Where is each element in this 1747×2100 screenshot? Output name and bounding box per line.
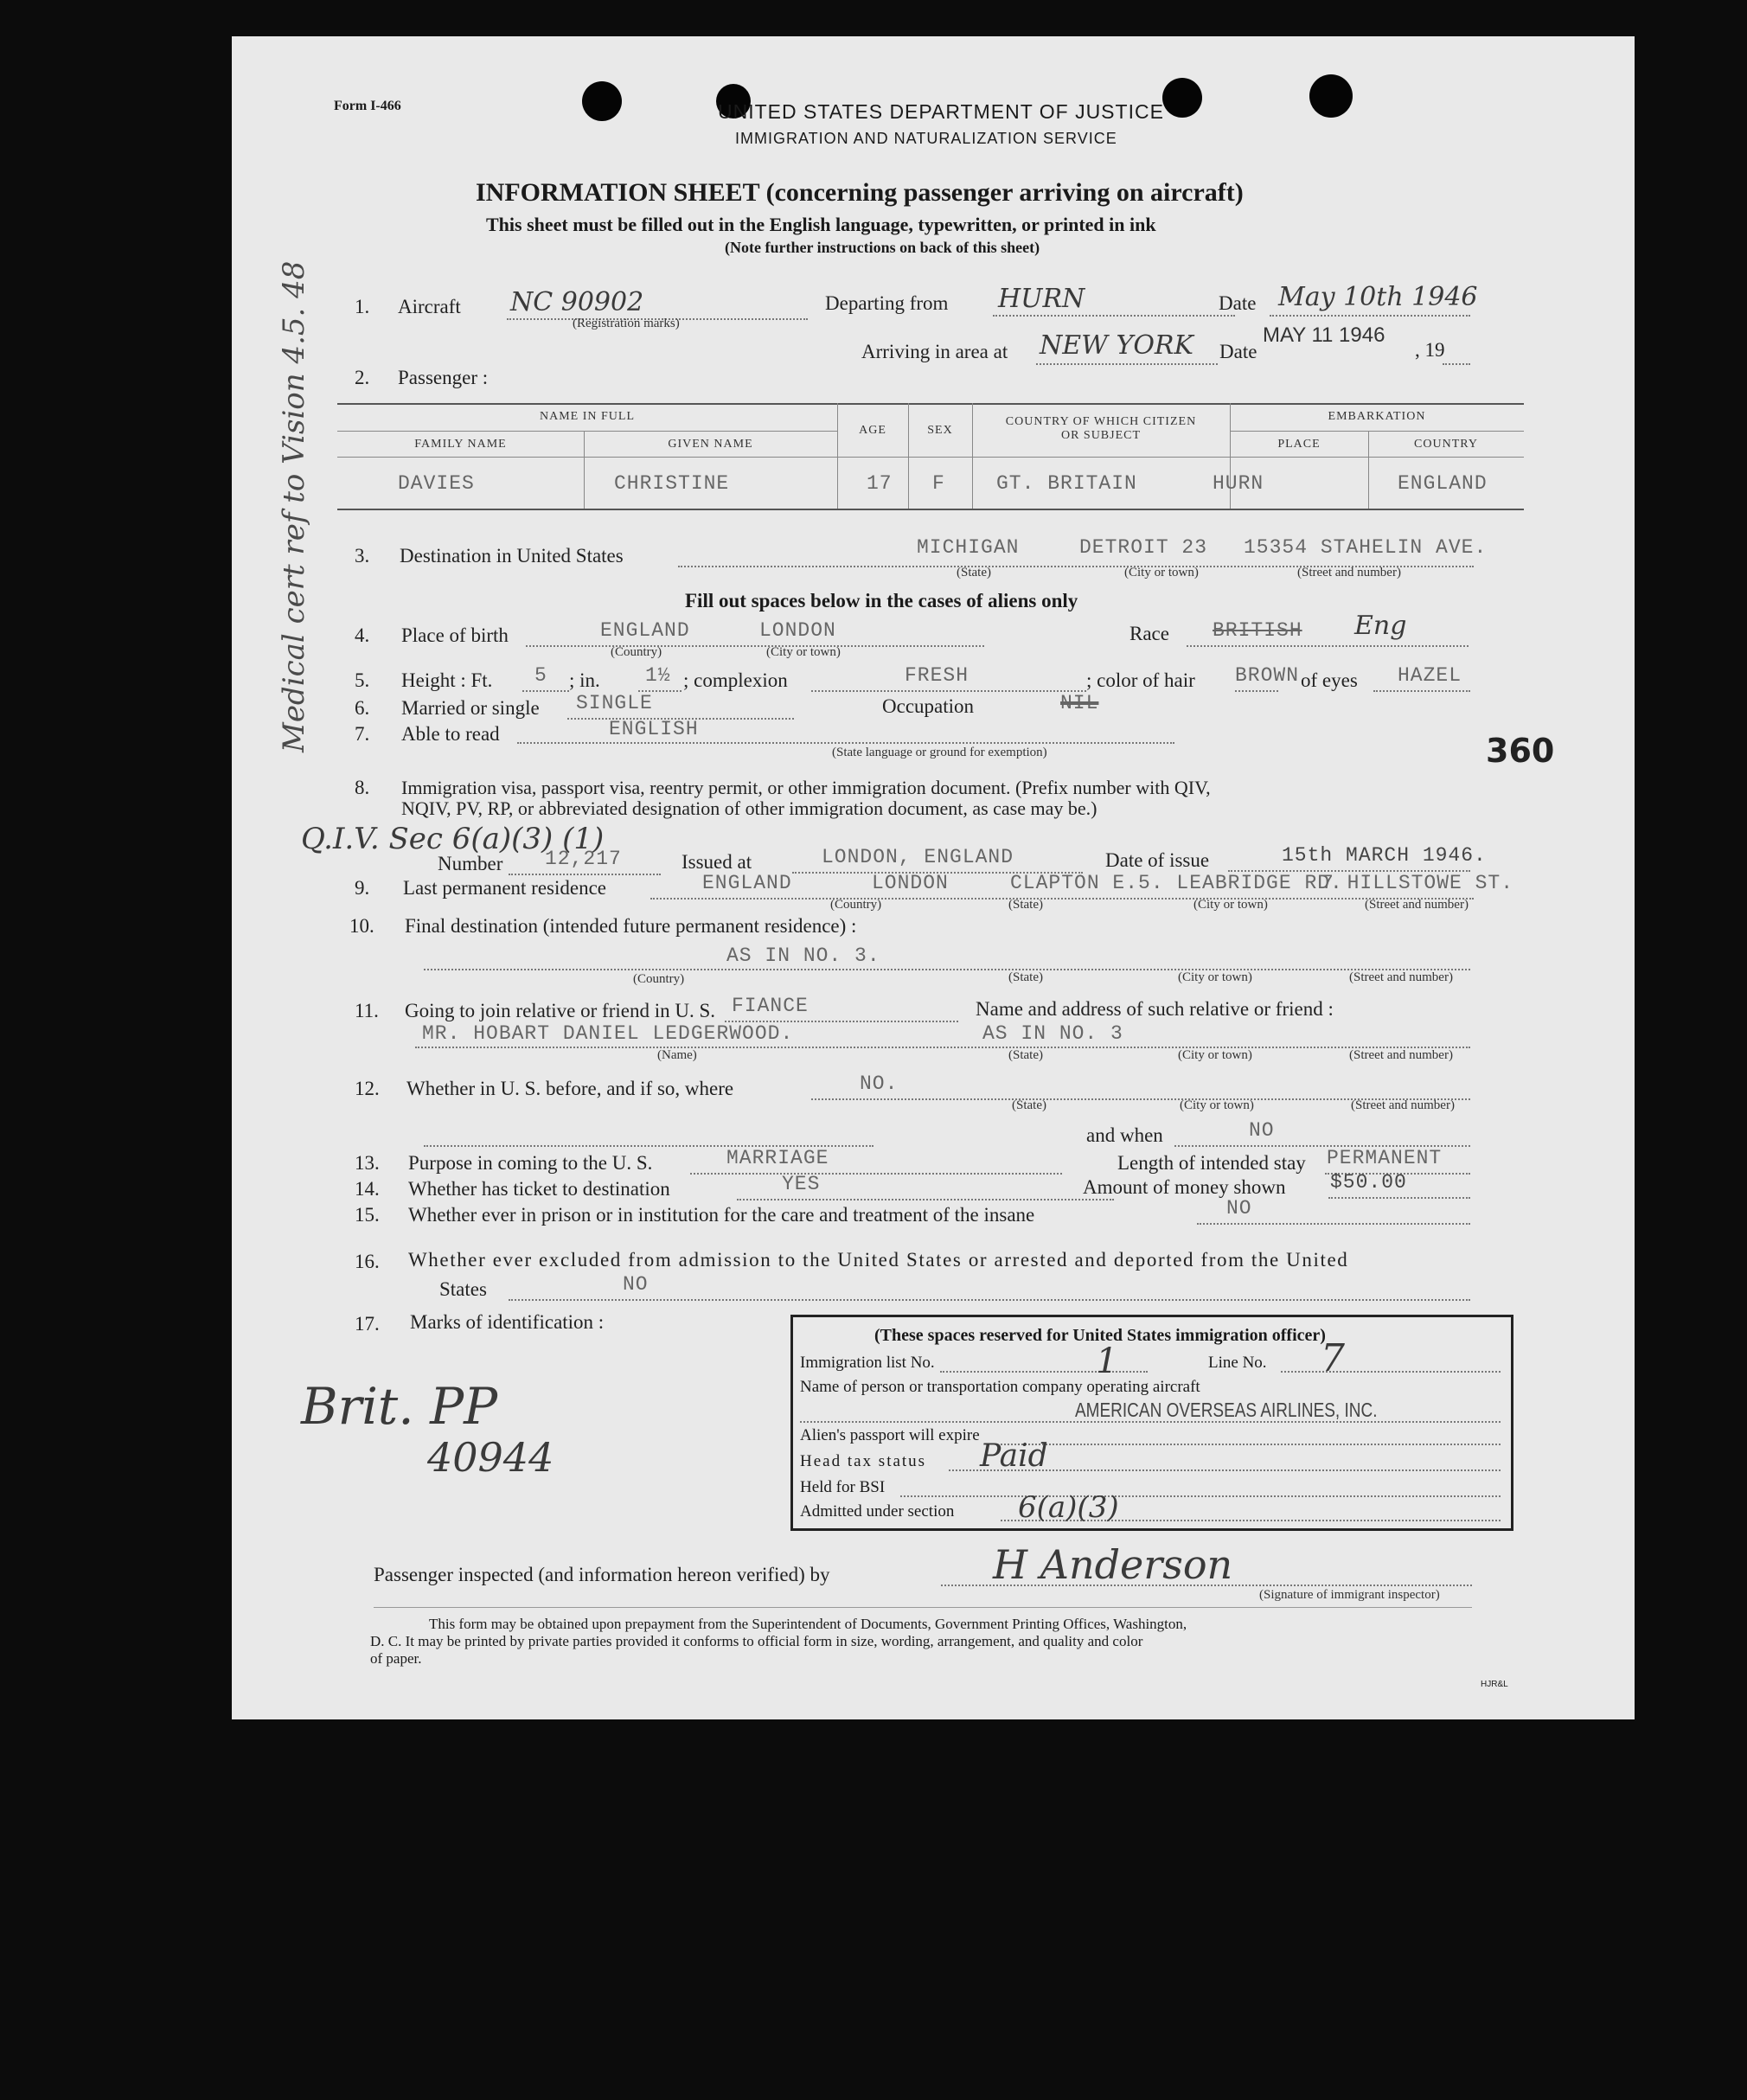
excluded-line2: States	[439, 1278, 487, 1300]
signature-sublabel: (Signature of immigrant inspector)	[1259, 1588, 1440, 1602]
residence-state-label: (State)	[1008, 898, 1043, 912]
us-before-state-label: (State)	[1012, 1098, 1046, 1112]
aircraft-value: NC 90902	[510, 287, 644, 317]
line-no-value: 7	[1321, 1336, 1345, 1380]
residence-street: 7 HILLSTOWE ST.	[1321, 872, 1514, 894]
race-label: Race	[1129, 623, 1169, 644]
marital-label: Married or single	[401, 697, 540, 719]
list-no-value: 1	[1096, 1341, 1118, 1381]
th-age: AGE	[859, 424, 886, 437]
row-place: HURN	[1213, 472, 1264, 495]
item6-number: 6.	[355, 697, 370, 719]
row-country: ENGLAND	[1398, 472, 1488, 495]
identification-handwritten-2: 40944	[427, 1434, 554, 1481]
residence-state: LONDON	[872, 872, 949, 894]
eyes-value: HAZEL	[1398, 664, 1462, 687]
final-country-label: (Country)	[633, 972, 685, 986]
page-subtitle: This sheet must be filled out in the English language, typewritten, or printed in ink	[486, 214, 1156, 235]
occupation-value: NIL	[1060, 692, 1099, 714]
issue-date-label: Date of issue	[1105, 849, 1210, 871]
item5-number: 5.	[355, 669, 370, 691]
us-before-city-label: (City or town)	[1180, 1098, 1254, 1112]
head-tax-label: Head tax status	[800, 1452, 927, 1470]
join-relative-value: FIANCE	[732, 995, 809, 1017]
destination-city: DETROIT 23	[1079, 536, 1208, 559]
visa-handwritten: Q.I.V. Sec 6(a)(3) (1)	[301, 822, 605, 856]
issue-date-value: 15th MARCH 1946.	[1282, 844, 1487, 867]
birth-city: LONDON	[759, 619, 836, 642]
birth-country: ENGLAND	[600, 619, 690, 642]
race-handwritten: Eng	[1354, 611, 1407, 641]
stay-value: PERMANENT	[1327, 1147, 1443, 1169]
ticket-value: YES	[782, 1173, 821, 1195]
us-before-label: Whether in U. S. before, and if so, where	[406, 1078, 734, 1099]
line-no-label: Line No.	[1208, 1354, 1267, 1372]
date-value: May 10th 1946	[1278, 282, 1478, 312]
row-family-name: DAVIES	[398, 472, 475, 495]
stay-label: Length of intended stay	[1117, 1152, 1306, 1174]
officer-box-heading: (These spaces reserved for United States immigration officer)	[874, 1326, 1326, 1345]
ticket-label: Whether has ticket to destination	[408, 1178, 670, 1200]
item7-number: 7.	[355, 723, 370, 745]
final-destination-label: Final destination (intended future permanent residence) :	[405, 915, 857, 937]
footer-line1: This form may be obtained upon prepayment from the Superintendent of Documents, Government Printing Offices, Washington,	[429, 1616, 1187, 1632]
item14-number: 14.	[355, 1178, 380, 1200]
footer-line3: of paper.	[370, 1650, 422, 1667]
read-label: Able to read	[401, 723, 500, 745]
destination-state-label: (State)	[957, 566, 991, 579]
item8-number: 8.	[355, 777, 370, 798]
when-value: NO	[1249, 1119, 1275, 1142]
head-tax-value: Paid	[980, 1438, 1048, 1474]
complexion-value: FRESH	[905, 664, 969, 687]
punch-hole-1	[582, 81, 622, 121]
passport-expire-label: Alien's passport will expire	[800, 1426, 980, 1444]
printer-mark: HJR&L	[1481, 1680, 1508, 1689]
identification-label: Marks of identification :	[410, 1311, 605, 1333]
money-label: Amount of money shown	[1083, 1176, 1286, 1198]
instructions-note: (Note further instructions on back of this sheet)	[725, 239, 1040, 256]
item12-number: 12.	[355, 1078, 380, 1099]
relative-address: AS IN NO. 3	[982, 1022, 1123, 1045]
th-embarkation: EMBARKATION	[1328, 410, 1426, 423]
arriving-label: Arriving in area at	[861, 341, 1008, 362]
list-no-label: Immigration list No.	[800, 1354, 935, 1372]
excluded-value: NO	[623, 1273, 649, 1296]
arrival-date-label: Date	[1219, 341, 1257, 362]
read-value: ENGLISH	[609, 718, 699, 740]
prison-label: Whether ever in prison or in institution for the care and treatment of the insane	[408, 1204, 1035, 1226]
form-sheet	[232, 36, 1635, 1719]
birth-country-label: (Country)	[611, 645, 662, 659]
issued-value: LONDON, ENGLAND	[822, 846, 1014, 868]
occupation-label: Occupation	[882, 695, 975, 717]
height-feet: 5	[534, 664, 547, 687]
relative-state-label: (State)	[1008, 1048, 1043, 1062]
th-sex: SEX	[927, 424, 953, 437]
item3-number: 3.	[355, 545, 370, 567]
residence-city: CLAPTON E.5. LEABRIDGE RD.	[1010, 872, 1343, 894]
arrival-year: , 19	[1415, 339, 1445, 361]
prison-value: NO	[1226, 1197, 1252, 1220]
margin-handwritten-note: Medical cert ref to Vision 4.5. 48	[277, 260, 311, 752]
residence-country: ENGLAND	[702, 872, 792, 894]
relative-name: MR. HOBART DANIEL LEDGERWOOD.	[422, 1022, 794, 1045]
visa-number-label: Number	[438, 853, 503, 874]
company-label: Name of person or transportation company operating aircraft	[800, 1378, 1200, 1396]
section-label: Admitted under section	[800, 1502, 955, 1521]
row-citizen: GT. BRITAIN	[996, 472, 1137, 495]
item16-number: 16.	[355, 1251, 380, 1272]
destination-city-label: (City or town)	[1124, 566, 1199, 579]
height-label: Height : Ft.	[401, 669, 493, 691]
join-relative-label: Going to join relative or friend in U. S.	[405, 1000, 715, 1021]
th-country: COUNTRY	[1414, 438, 1478, 451]
officer-box	[790, 1315, 1513, 1531]
purpose-value: MARRIAGE	[726, 1147, 829, 1169]
complexion-label: ; complexion	[683, 669, 788, 691]
final-street-label: (Street and number)	[1349, 970, 1453, 984]
hair-value: BROWN	[1235, 664, 1300, 687]
section-value: 6(a)(3)	[1018, 1490, 1119, 1525]
read-note: (State language or ground for exemption)	[832, 746, 1047, 759]
final-state-label: (State)	[1008, 970, 1043, 984]
birthplace-label: Place of birth	[401, 624, 509, 646]
bsi-label: Held for BSI	[800, 1478, 886, 1496]
departing-value: HURN	[998, 284, 1085, 314]
service-name: IMMIGRATION AND NATURALIZATION SERVICE	[735, 130, 1117, 147]
item1-number: 1.	[355, 296, 370, 317]
form-number: Form I-466	[334, 99, 401, 113]
item9-number: 9.	[355, 877, 370, 899]
destination-street-label: (Street and number)	[1297, 566, 1401, 579]
marital-value: SINGLE	[576, 692, 653, 714]
relative-name-label: Name and address of such relative or friend :	[976, 998, 1334, 1020]
final-city-label: (City or town)	[1178, 970, 1252, 984]
item4-number: 4.	[355, 624, 370, 646]
row-sex: F	[932, 472, 945, 495]
inspector-signature: H Anderson	[993, 1541, 1233, 1588]
stamp-number: 360	[1486, 732, 1555, 770]
th-place: PLACE	[1277, 438, 1321, 451]
punch-hole-3	[1162, 78, 1202, 118]
relative-name-sublabel: (Name)	[657, 1048, 697, 1062]
item13-number: 13.	[355, 1152, 380, 1174]
company-value: AMERICAN OVERSEAS AIRLINES, INC.	[1075, 1399, 1378, 1422]
item15-number: 15.	[355, 1204, 380, 1226]
th-name-in-full: NAME IN FULL	[540, 410, 635, 423]
residence-street-label: (Street and number)	[1365, 898, 1469, 912]
height-inches: 1½	[645, 664, 671, 687]
relative-street-label: (Street and number)	[1349, 1048, 1453, 1062]
visa-text-line2: NQIV, PV, RP, or abbreviated designation of other immigration document, as case may be.)	[401, 797, 1097, 819]
destination-state: MICHIGAN	[917, 536, 1020, 559]
us-before-value: NO.	[860, 1072, 899, 1095]
race-value: BRITISH	[1213, 619, 1302, 642]
th-family-name: FAMILY NAME	[414, 438, 507, 451]
destination-street: 15354 STAHELIN AVE.	[1244, 536, 1488, 559]
th-citizen-country: COUNTRY OF WHICH CITIZEN OR SUBJECT	[1005, 415, 1197, 442]
identification-handwritten-1: Brit. PP	[301, 1377, 498, 1436]
final-destination-value: AS IN NO. 3.	[726, 944, 880, 967]
passenger-label: Passenger :	[398, 367, 489, 388]
item17-number: 17.	[355, 1313, 380, 1335]
item10-number: 10.	[349, 915, 374, 937]
when-label: and when	[1086, 1124, 1163, 1146]
eyes-label: of eyes	[1301, 669, 1358, 691]
aircraft-label: Aircraft	[398, 296, 461, 317]
birth-city-label: (City or town)	[766, 645, 841, 659]
row-age: 17	[867, 472, 893, 495]
visa-text-line1: Immigration visa, passport visa, reentry permit, or other immigration document. (Prefix number with QIV,	[401, 777, 1211, 798]
registration-sublabel: (Registration marks)	[573, 317, 680, 330]
item11-number: 11.	[355, 1000, 379, 1021]
excluded-line1: Whether ever excluded from admission to the United States or arrested and deported from the United	[408, 1249, 1349, 1271]
visa-number: 12,217	[545, 848, 622, 870]
destination-label: Destination in United States	[400, 545, 624, 567]
departing-label: Departing from	[825, 292, 949, 314]
date-label: Date	[1219, 292, 1257, 314]
relative-city-label: (City or town)	[1178, 1048, 1252, 1062]
issued-label: Issued at	[682, 851, 752, 873]
aliens-heading: Fill out spaces below in the cases of aliens only	[685, 590, 1078, 611]
inspected-label: Passenger inspected (and information hereon verified) by	[374, 1564, 830, 1585]
arrival-date-stamp: MAY 11 1946	[1263, 323, 1385, 347]
row-given-name: CHRISTINE	[614, 472, 730, 495]
inches-label: ; in.	[569, 669, 600, 691]
page-title: INFORMATION SHEET (concerning passenger arriving on aircraft)	[476, 178, 1244, 207]
money-value: $50.00	[1330, 1171, 1407, 1194]
punch-hole-4	[1309, 74, 1353, 118]
arriving-value: NEW YORK	[1040, 330, 1193, 361]
passenger-table	[337, 403, 1524, 509]
hair-label: ; color of hair	[1086, 669, 1195, 691]
residence-city-label: (City or town)	[1193, 898, 1268, 912]
th-given-name: GIVEN NAME	[668, 438, 753, 451]
department-name: UNITED STATES DEPARTMENT OF JUSTICE	[718, 100, 1164, 123]
item2-number: 2.	[355, 367, 370, 388]
footer-line2: D. C. It may be printed by private parties provided it conforms to official form in size, wording, arrangement, and quality and color	[370, 1633, 1143, 1649]
purpose-label: Purpose in coming to the U. S.	[408, 1152, 653, 1174]
residence-country-label: (Country)	[830, 898, 882, 912]
us-before-street-label: (Street and number)	[1351, 1098, 1455, 1112]
residence-label: Last permanent residence	[403, 877, 606, 899]
